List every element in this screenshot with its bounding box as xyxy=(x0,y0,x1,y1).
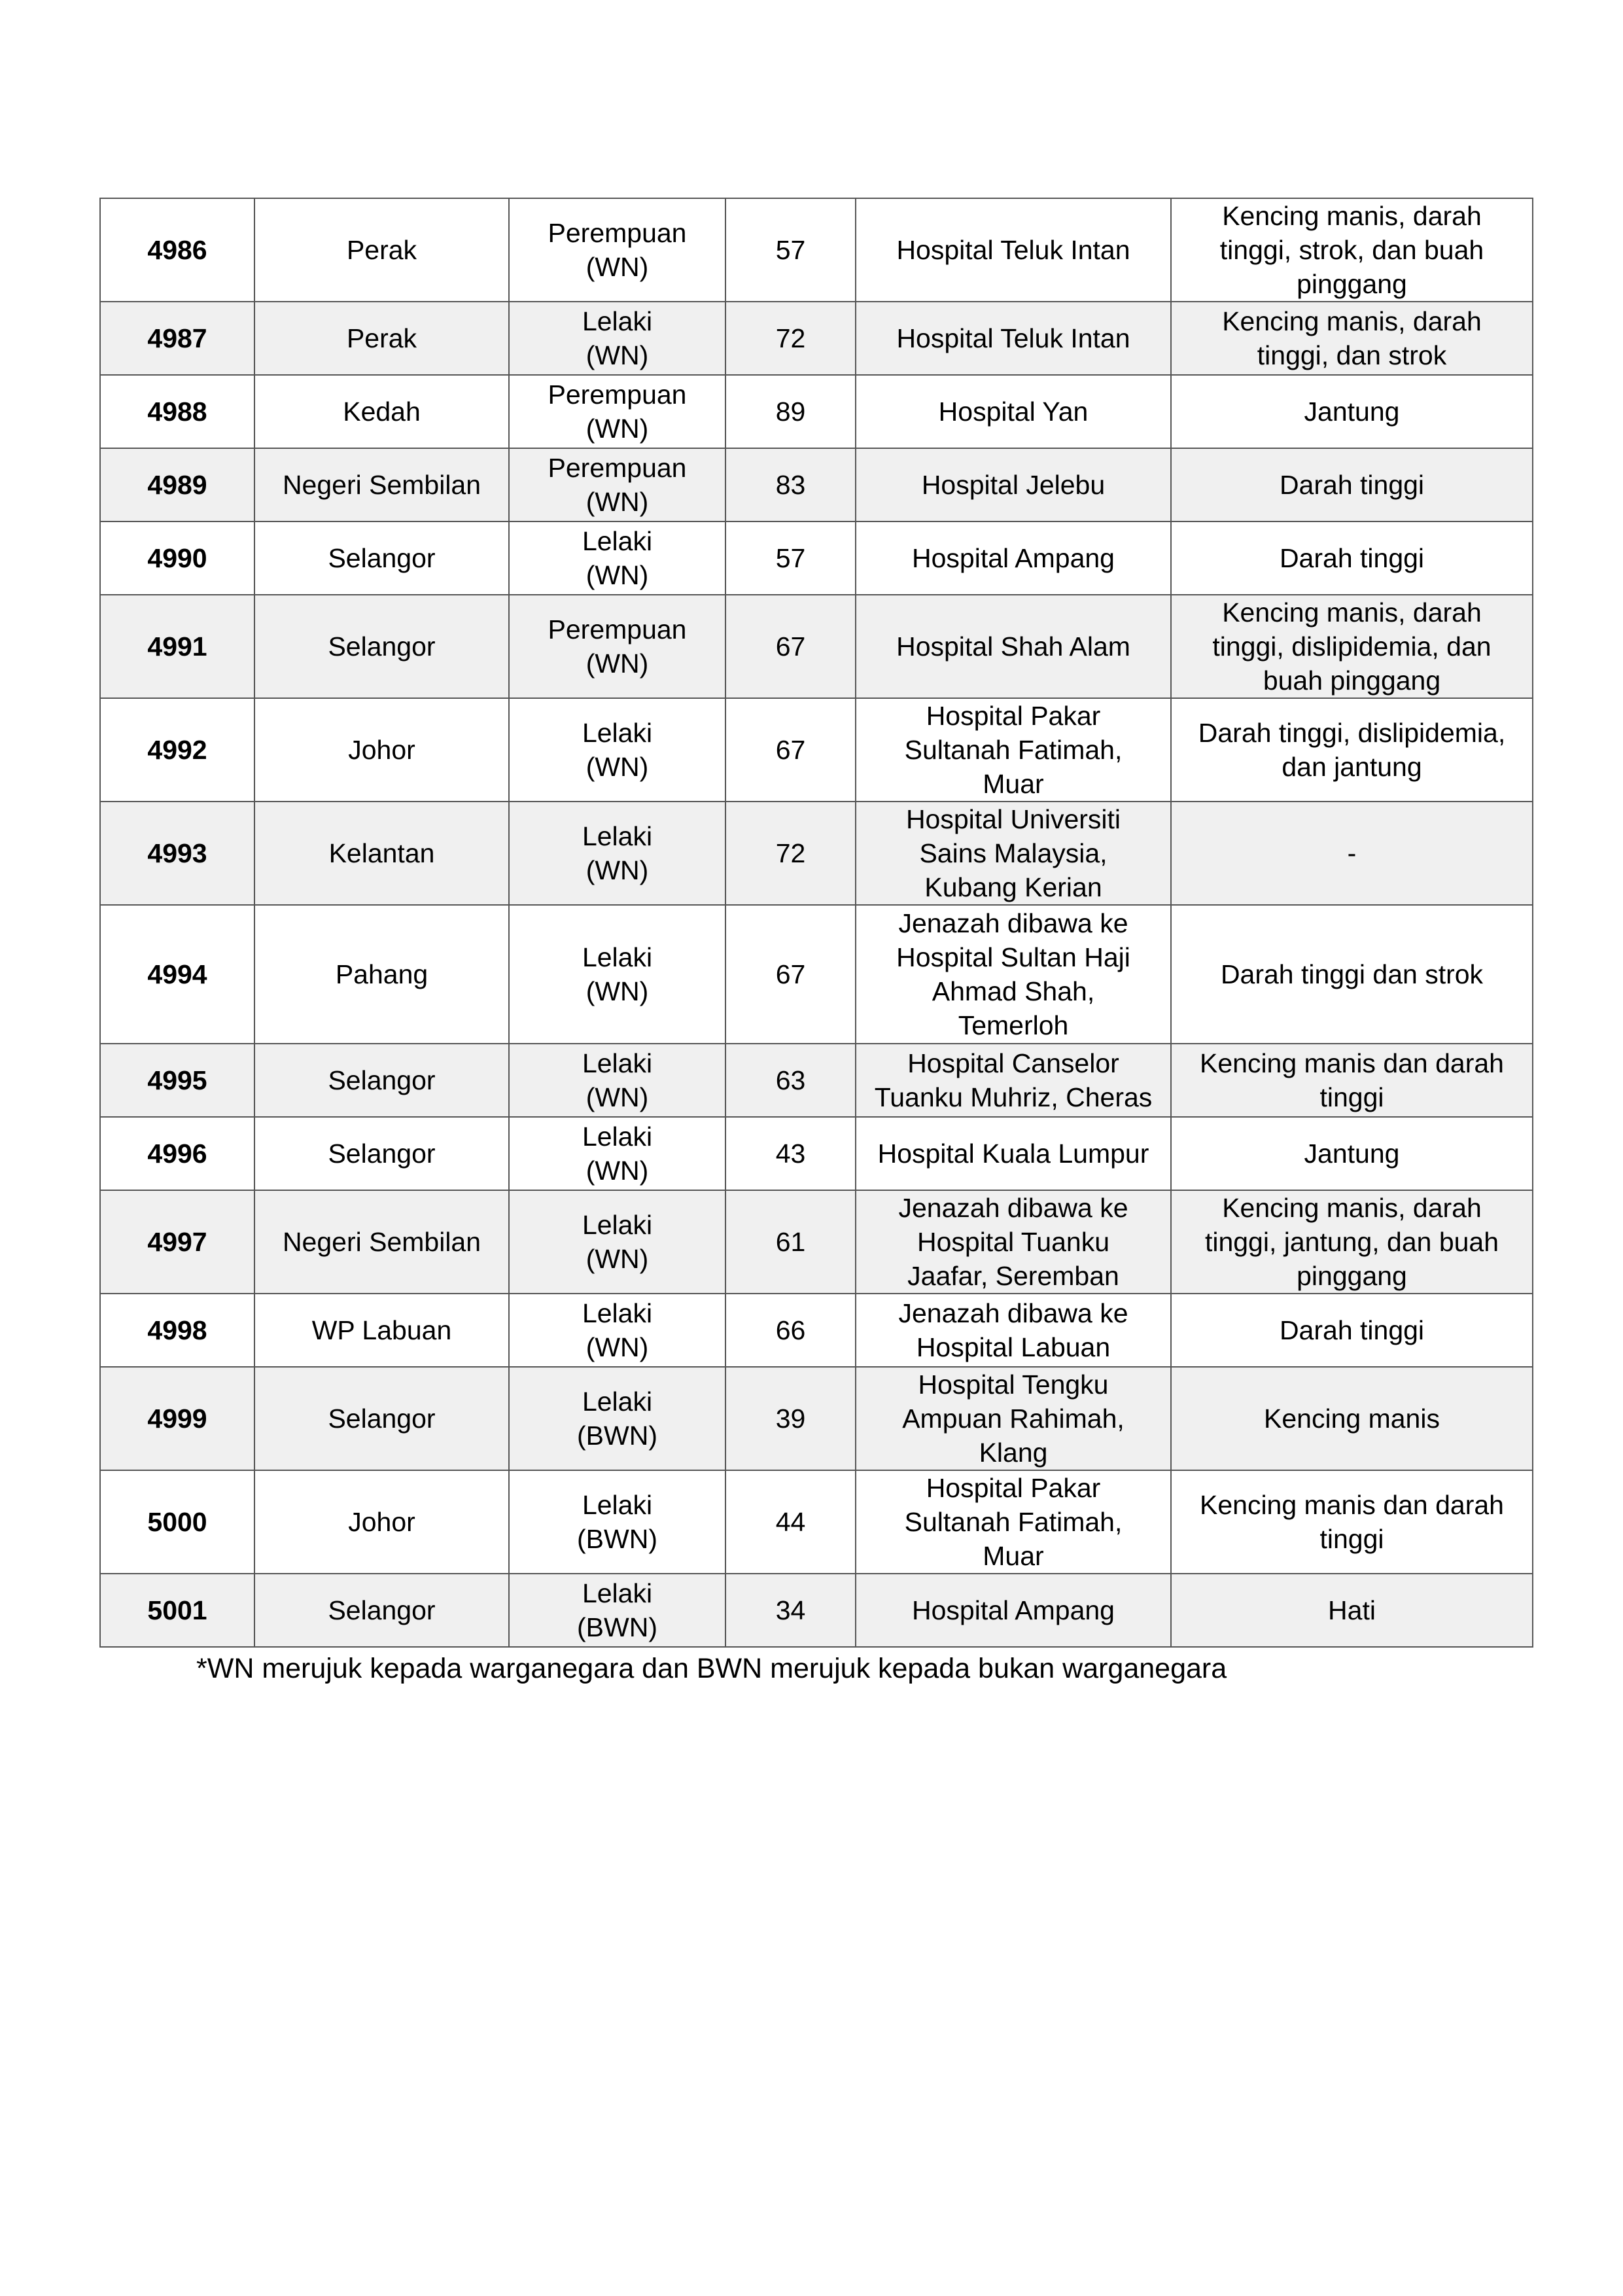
age-cell: 34 xyxy=(725,1574,856,1647)
age-cell: 63 xyxy=(725,1044,856,1117)
age-cell: 39 xyxy=(725,1367,856,1470)
gender-cell: Lelaki (BWN) xyxy=(509,1574,725,1647)
hospital-cell: Hospital Canselor Tuanku Muhriz, Cheras xyxy=(856,1044,1171,1117)
case-number-cell: 4991 xyxy=(100,595,254,698)
case-number-cell: 4987 xyxy=(100,302,254,375)
age-cell: 57 xyxy=(725,521,856,595)
age-cell: 83 xyxy=(725,448,856,521)
medical-history-cell: Jantung xyxy=(1171,1117,1533,1190)
table-row xyxy=(100,698,1533,802)
table-row xyxy=(100,1574,1533,1647)
medical-history-cell: Kencing manis dan darah tinggi xyxy=(1171,1470,1533,1574)
hospital-cell: Hospital Pakar Sultanah Fatimah, Muar xyxy=(856,1470,1171,1574)
hospital-cell: Hospital Kuala Lumpur xyxy=(856,1117,1171,1190)
case-number-cell: 4999 xyxy=(100,1367,254,1470)
state-cell: Selangor xyxy=(254,1574,509,1647)
state-cell: Johor xyxy=(254,1470,509,1574)
case-number-cell: 5001 xyxy=(100,1574,254,1647)
gender-cell: Lelaki (BWN) xyxy=(509,1470,725,1574)
case-number-cell: 4997 xyxy=(100,1190,254,1294)
state-cell: Pahang xyxy=(254,905,509,1044)
table-row xyxy=(100,595,1533,698)
state-cell: Perak xyxy=(254,198,509,302)
state-cell: Kedah xyxy=(254,375,509,448)
table-row xyxy=(100,521,1533,595)
medical-history-cell: Kencing manis, darah tinggi, strok, dan buah pinggang xyxy=(1171,198,1533,302)
table-row xyxy=(100,1470,1533,1574)
gender-cell: Lelaki (WN) xyxy=(509,698,725,802)
hospital-cell: Hospital Ampang xyxy=(856,521,1171,595)
gender-cell: Lelaki (WN) xyxy=(509,1294,725,1367)
case-number-cell: 5000 xyxy=(100,1470,254,1574)
age-cell: 44 xyxy=(725,1470,856,1574)
medical-history-cell: Hati xyxy=(1171,1574,1533,1647)
gender-cell: Perempuan (WN) xyxy=(509,595,725,698)
age-cell: 67 xyxy=(725,905,856,1044)
case-number-cell: 4989 xyxy=(100,448,254,521)
hospital-cell: Jenazah dibawa ke Hospital Sultan Haji Ahmad Shah, Temerloh xyxy=(856,905,1171,1044)
table-row xyxy=(100,302,1533,375)
medical-history-cell: Jantung xyxy=(1171,375,1533,448)
state-cell: Selangor xyxy=(254,1044,509,1117)
state-cell: WP Labuan xyxy=(254,1294,509,1367)
gender-cell: Perempuan (WN) xyxy=(509,448,725,521)
gender-cell: Lelaki (WN) xyxy=(509,302,725,375)
medical-history-cell: Darah tinggi xyxy=(1171,521,1533,595)
case-table xyxy=(99,198,1533,1648)
medical-history-cell: Darah tinggi xyxy=(1171,1294,1533,1367)
hospital-cell: Hospital Teluk Intan xyxy=(856,302,1171,375)
case-number-cell: 4996 xyxy=(100,1117,254,1190)
state-cell: Selangor xyxy=(254,595,509,698)
hospital-cell: Hospital Shah Alam xyxy=(856,595,1171,698)
medical-history-cell: Darah tinggi xyxy=(1171,448,1533,521)
age-cell: 72 xyxy=(725,802,856,905)
table-row xyxy=(100,905,1533,1044)
gender-cell: Perempuan (WN) xyxy=(509,375,725,448)
case-table-body xyxy=(100,198,1533,1647)
case-number-cell: 4995 xyxy=(100,1044,254,1117)
medical-history-cell: Kencing manis, darah tinggi, jantung, dan buah pinggang xyxy=(1171,1190,1533,1294)
hospital-cell: Hospital Tengku Ampuan Rahimah, Klang xyxy=(856,1367,1171,1470)
hospital-cell: Jenazah dibawa ke Hospital Tuanku Jaafar, Seremban xyxy=(856,1190,1171,1294)
hospital-cell: Hospital Ampang xyxy=(856,1574,1171,1647)
case-number-cell: 4993 xyxy=(100,802,254,905)
case-number-cell: 4986 xyxy=(100,198,254,302)
hospital-cell: Jenazah dibawa ke Hospital Labuan xyxy=(856,1294,1171,1367)
hospital-cell: Hospital Yan xyxy=(856,375,1171,448)
gender-cell: Lelaki (WN) xyxy=(509,1044,725,1117)
case-number-cell: 4994 xyxy=(100,905,254,1044)
state-cell: Kelantan xyxy=(254,802,509,905)
gender-cell: Lelaki (WN) xyxy=(509,1117,725,1190)
medical-history-cell: Darah tinggi dan strok xyxy=(1171,905,1533,1044)
hospital-cell: Hospital Jelebu xyxy=(856,448,1171,521)
gender-cell: Lelaki (WN) xyxy=(509,905,725,1044)
medical-history-cell: Kencing manis dan darah tinggi xyxy=(1171,1044,1533,1117)
gender-cell: Lelaki (BWN) xyxy=(509,1367,725,1470)
state-cell: Negeri Sembilan xyxy=(254,1190,509,1294)
table-row xyxy=(100,802,1533,905)
age-cell: 67 xyxy=(725,595,856,698)
table-row xyxy=(100,1294,1533,1367)
medical-history-cell: Darah tinggi, dislipidemia, dan jantung xyxy=(1171,698,1533,802)
medical-history-cell: Kencing manis, darah tinggi, dislipidemia, dan buah pinggang xyxy=(1171,595,1533,698)
case-number-cell: 4992 xyxy=(100,698,254,802)
gender-cell: Lelaki (WN) xyxy=(509,521,725,595)
age-cell: 43 xyxy=(725,1117,856,1190)
age-cell: 72 xyxy=(725,302,856,375)
medical-history-cell: - xyxy=(1171,802,1533,905)
table-row xyxy=(100,1190,1533,1294)
age-cell: 89 xyxy=(725,375,856,448)
age-cell: 67 xyxy=(725,698,856,802)
table-row xyxy=(100,448,1533,521)
case-number-cell: 4998 xyxy=(100,1294,254,1367)
table-row xyxy=(100,1044,1533,1117)
hospital-cell: Hospital Teluk Intan xyxy=(856,198,1171,302)
table-row xyxy=(100,1117,1533,1190)
age-cell: 66 xyxy=(725,1294,856,1367)
table-row xyxy=(100,375,1533,448)
medical-history-cell: Kencing manis, darah tinggi, dan strok xyxy=(1171,302,1533,375)
case-number-cell: 4990 xyxy=(100,521,254,595)
state-cell: Selangor xyxy=(254,1117,509,1190)
gender-cell: Lelaki (WN) xyxy=(509,802,725,905)
age-cell: 61 xyxy=(725,1190,856,1294)
medical-history-cell: Kencing manis xyxy=(1171,1367,1533,1470)
state-cell: Perak xyxy=(254,302,509,375)
table-row xyxy=(100,198,1533,302)
hospital-cell: Hospital Pakar Sultanah Fatimah, Muar xyxy=(856,698,1171,802)
state-cell: Negeri Sembilan xyxy=(254,448,509,521)
footnote: *WN merujuk kepada warganegara dan BWN merujuk kepada bukan warganegara xyxy=(196,1653,1227,1684)
table-row xyxy=(100,1367,1533,1470)
age-cell: 57 xyxy=(725,198,856,302)
hospital-cell: Hospital Universiti Sains Malaysia, Kubang Kerian xyxy=(856,802,1171,905)
gender-cell: Perempuan (WN) xyxy=(509,198,725,302)
gender-cell: Lelaki (WN) xyxy=(509,1190,725,1294)
state-cell: Selangor xyxy=(254,1367,509,1470)
case-number-cell: 4988 xyxy=(100,375,254,448)
state-cell: Johor xyxy=(254,698,509,802)
state-cell: Selangor xyxy=(254,521,509,595)
